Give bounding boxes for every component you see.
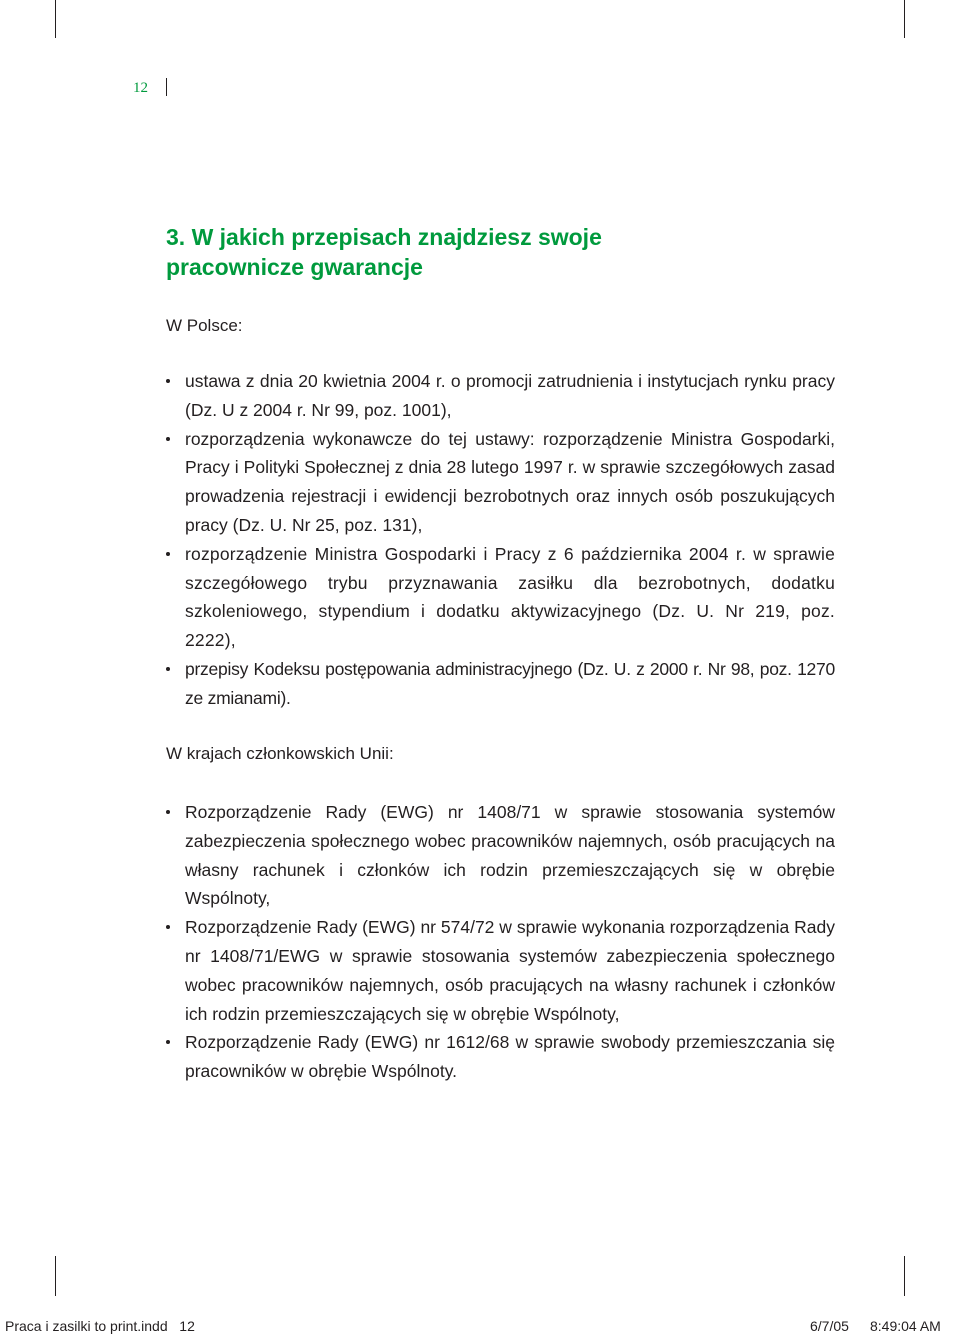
- list-item: ustawa z dnia 20 kwietnia 2004 r. o promocji zatrudnienia i instytucjach rynku pracy (Dz. U z 2004 r. Nr 99, poz. 1001),: [185, 367, 835, 425]
- footer-time: 8:49:04 AM: [870, 1318, 941, 1334]
- list-item: Rozporządzenie Rady (EWG) nr 1408/71 w sprawie stosowania systemów zabezpieczenia społecznego wobec pracowników najemnych, osób pracujących na własny rachunek i członków ich rodzin przemieszczających się w obrębie Wspólnoty,: [185, 798, 835, 913]
- list-item: rozporządzenie Ministra Gospodarki i Pracy z 6 października 2004 r. w sprawie szczegółowego trybu przyznawania zasiłku dla bezrobotnych, dodatku szkoleniowego, stypendium i dodatku aktywizacyjnego (Dz. U. Nr 219, poz. 2222),: [185, 540, 835, 655]
- list-item: Rozporządzenie Rady (EWG) nr 1612/68 w sprawie swobody przemieszczania się pracowników w obrębie Wspólnoty.: [185, 1028, 835, 1086]
- crop-mark-top-right: [904, 0, 905, 38]
- footer-filename: Praca i zasilki to print.indd 12: [5, 1318, 195, 1334]
- eu-label: W krajach członkowskich Unii:: [166, 744, 394, 763]
- crop-mark-bottom-left: [55, 1256, 56, 1296]
- footer-date: 6/7/05: [810, 1318, 849, 1334]
- crop-mark-bottom-right: [904, 1256, 905, 1296]
- page-number: 12: [133, 80, 148, 96]
- poland-regulations-list: [185, 367, 835, 713]
- heading-line-2: pracownicze gwarancje: [166, 254, 423, 280]
- list-item: przepisy Kodeksu postępowania administracyjnego (Dz. U. z 2000 r. Nr 98, poz. 1270 ze zmianami).: [185, 655, 835, 713]
- list-item: Rozporządzenie Rady (EWG) nr 574/72 w sprawie wykonania rozporządzenia Rady nr 1408/71/EWG w sprawie stosowania systemów zabezpieczenia społecznego wobec pracowników najemnych, osób pracujących na własny rachunek i członków ich rodzin przemieszczających się w obrębie Wspólnoty,: [185, 913, 835, 1028]
- page-number-divider: [166, 78, 167, 96]
- eu-regulations-list: [185, 798, 835, 1086]
- crop-mark-top-left: [55, 0, 56, 38]
- heading-line-1: 3. W jakich przepisach znajdziesz swoje: [166, 224, 602, 250]
- poland-label: W Polsce:: [166, 316, 243, 335]
- section-heading: [166, 222, 726, 282]
- list-item: rozporządzenia wykonawcze do tej ustawy: rozporządzenie Ministra Gospodarki, Pracy i Polityki Społecznej z dnia 28 lutego 1997 r. w sprawie szczegółowych zasad prowadzenia rejestracji i ewidencji bezrobotnych oraz innych osób poszukujących pracy (Dz. U. Nr 25, poz. 131),: [185, 425, 835, 540]
